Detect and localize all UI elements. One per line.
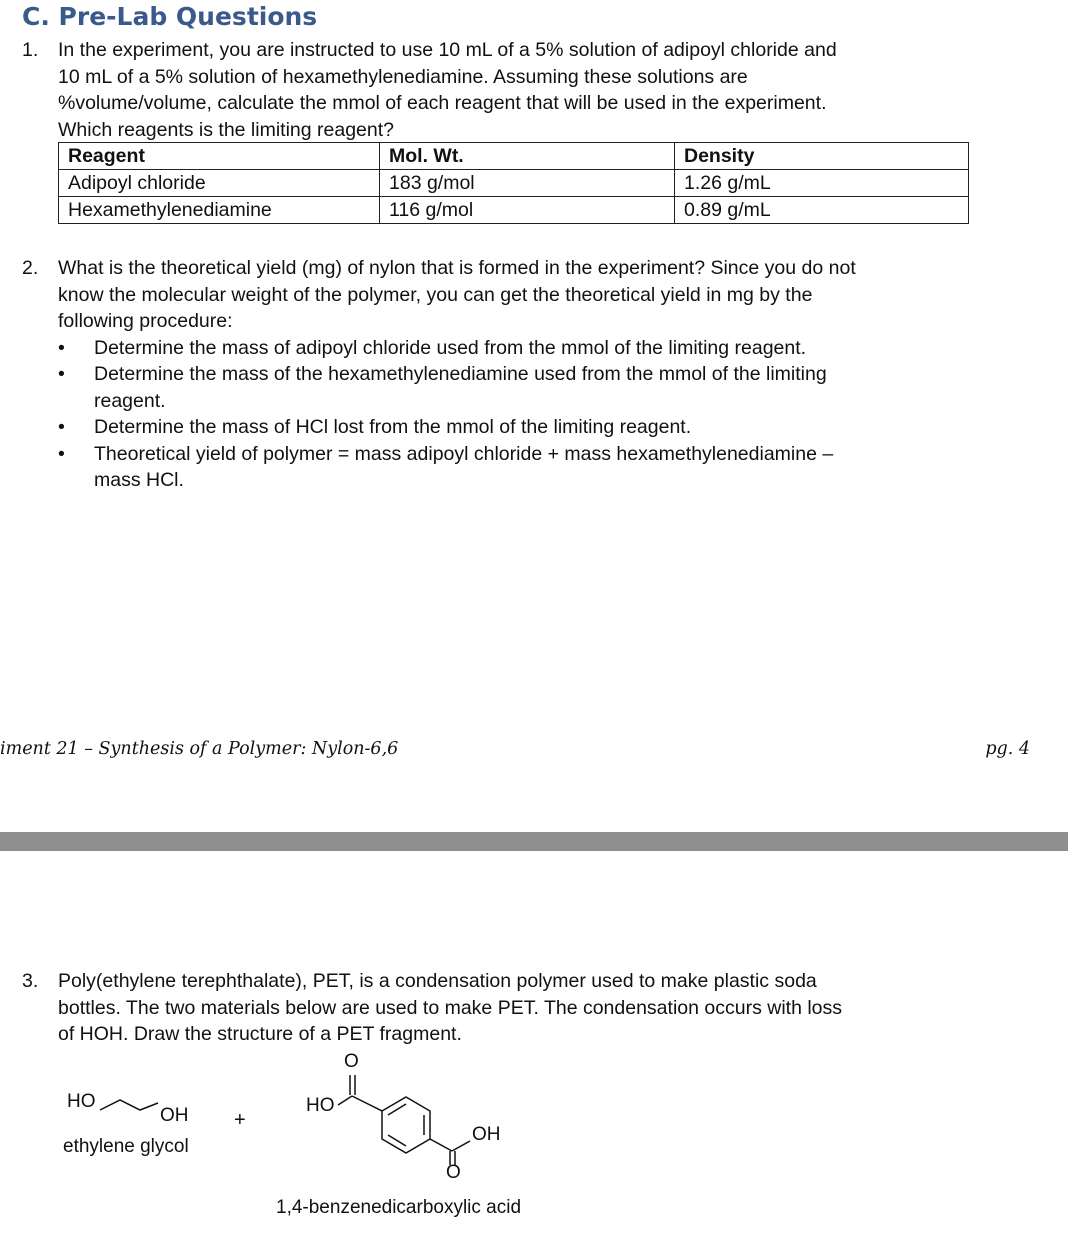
list-item-text: Determine the mass of the hexamethylenediamine used from the mmol of the limiting: [94, 363, 827, 385]
reagent-table: [58, 142, 969, 224]
table-header-row: [59, 143, 969, 170]
list-item: [58, 361, 968, 414]
chemical-structures: [0, 1045, 1068, 1235]
bullet-icon: •: [58, 336, 65, 359]
ethylene-glycol-bonds: [98, 1099, 160, 1121]
question-text-line: of HOH. Draw the structure of a PET fragment.: [58, 1023, 462, 1045]
list-item-text: Determine the mass of HCl lost from the mmol of the limiting reagent.: [94, 416, 692, 438]
question-text-line: 10 mL of a 5% solution of hexamethylenediamine. Assuming these solutions are: [58, 65, 748, 88]
page-footer-title: iment 21 – Synthesis of a Polymer: Nylon-6,6: [0, 739, 399, 759]
question-number: 2.: [22, 257, 39, 279]
question-number: 3.: [22, 970, 39, 992]
question-text-line: In the experiment, you are instructed to use 10 mL of a 5% solution of adipoyl chloride and: [58, 39, 837, 61]
table-cell: 116 g/mol: [380, 197, 675, 224]
table-row: [59, 197, 969, 224]
bullet-icon: •: [58, 363, 65, 385]
list-item-text: mass HCl.: [94, 469, 184, 491]
question-text-line: know the molecular weight of the polymer, you can get the theoretical yield in mg by the: [58, 283, 813, 306]
carbonyl-o-top-label: O: [344, 1051, 359, 1072]
ethylene-glycol-oh-label: OH: [160, 1105, 189, 1126]
column-header: Mol. Wt.: [380, 143, 675, 170]
question-text-line: Poly(ethylene terephthalate), PET, is a condensation polymer used to make plastic soda: [58, 970, 817, 992]
table-cell: Adipoyl chloride: [59, 170, 380, 197]
question-1: [22, 37, 958, 143]
question-text-line: bottles. The two materials below are used to make PET. The condensation occurs with loss: [58, 996, 843, 1019]
table-row: [59, 170, 969, 197]
carbonyl-o-bottom-label: O: [446, 1162, 461, 1183]
question-text-line: %volume/volume, calculate the mmol of each reagent that will be used in the experiment.: [58, 92, 827, 114]
table-cell: 1.26 g/mL: [675, 170, 969, 197]
table-cell: 0.89 g/mL: [675, 197, 969, 224]
question-text-line: following procedure:: [58, 310, 233, 332]
terephthalic-ho-label: HO: [306, 1095, 335, 1116]
benzene-ring-structure: [330, 1069, 480, 1169]
list-item-text: reagent.: [94, 389, 166, 412]
section-heading: C. Pre-Lab Questions: [22, 2, 318, 31]
terephthalic-acid-caption: 1,4-benzenedicarboxylic acid: [276, 1197, 522, 1218]
question-2: [22, 255, 968, 494]
question-text-line: What is the theoretical yield (mg) of nylon that is formed in the experiment? Since you do not: [58, 257, 856, 279]
question-3: [22, 968, 978, 1048]
ethylene-glycol-caption: ethylene glycol: [63, 1136, 189, 1157]
ethylene-glycol-ho-label: HO: [67, 1091, 96, 1112]
question-text-line: Which reagents is the limiting reagent?: [58, 118, 395, 141]
bullet-icon: •: [58, 416, 65, 438]
list-item-text: Determine the mass of adipoyl chloride used from the mmol of the limiting reagent.: [94, 336, 807, 359]
table-cell: Hexamethylenediamine: [59, 197, 380, 224]
page-divider: [0, 832, 1068, 851]
list-item: [58, 441, 968, 494]
list-item: [58, 414, 968, 441]
procedure-list: [58, 335, 968, 494]
column-header: Density: [675, 143, 969, 170]
terephthalic-oh-label: OH: [472, 1124, 501, 1145]
list-item-text: Theoretical yield of polymer = mass adipoyl chloride + mass hexamethylenediamine –: [94, 442, 834, 465]
bullet-icon: •: [58, 442, 65, 465]
column-header: Reagent: [59, 143, 380, 170]
plus-sign: +: [234, 1109, 246, 1131]
question-number: 1.: [22, 39, 39, 61]
page-number: pg. 4: [985, 739, 1030, 759]
list-item: [58, 335, 968, 362]
table-cell: 183 g/mol: [380, 170, 675, 197]
